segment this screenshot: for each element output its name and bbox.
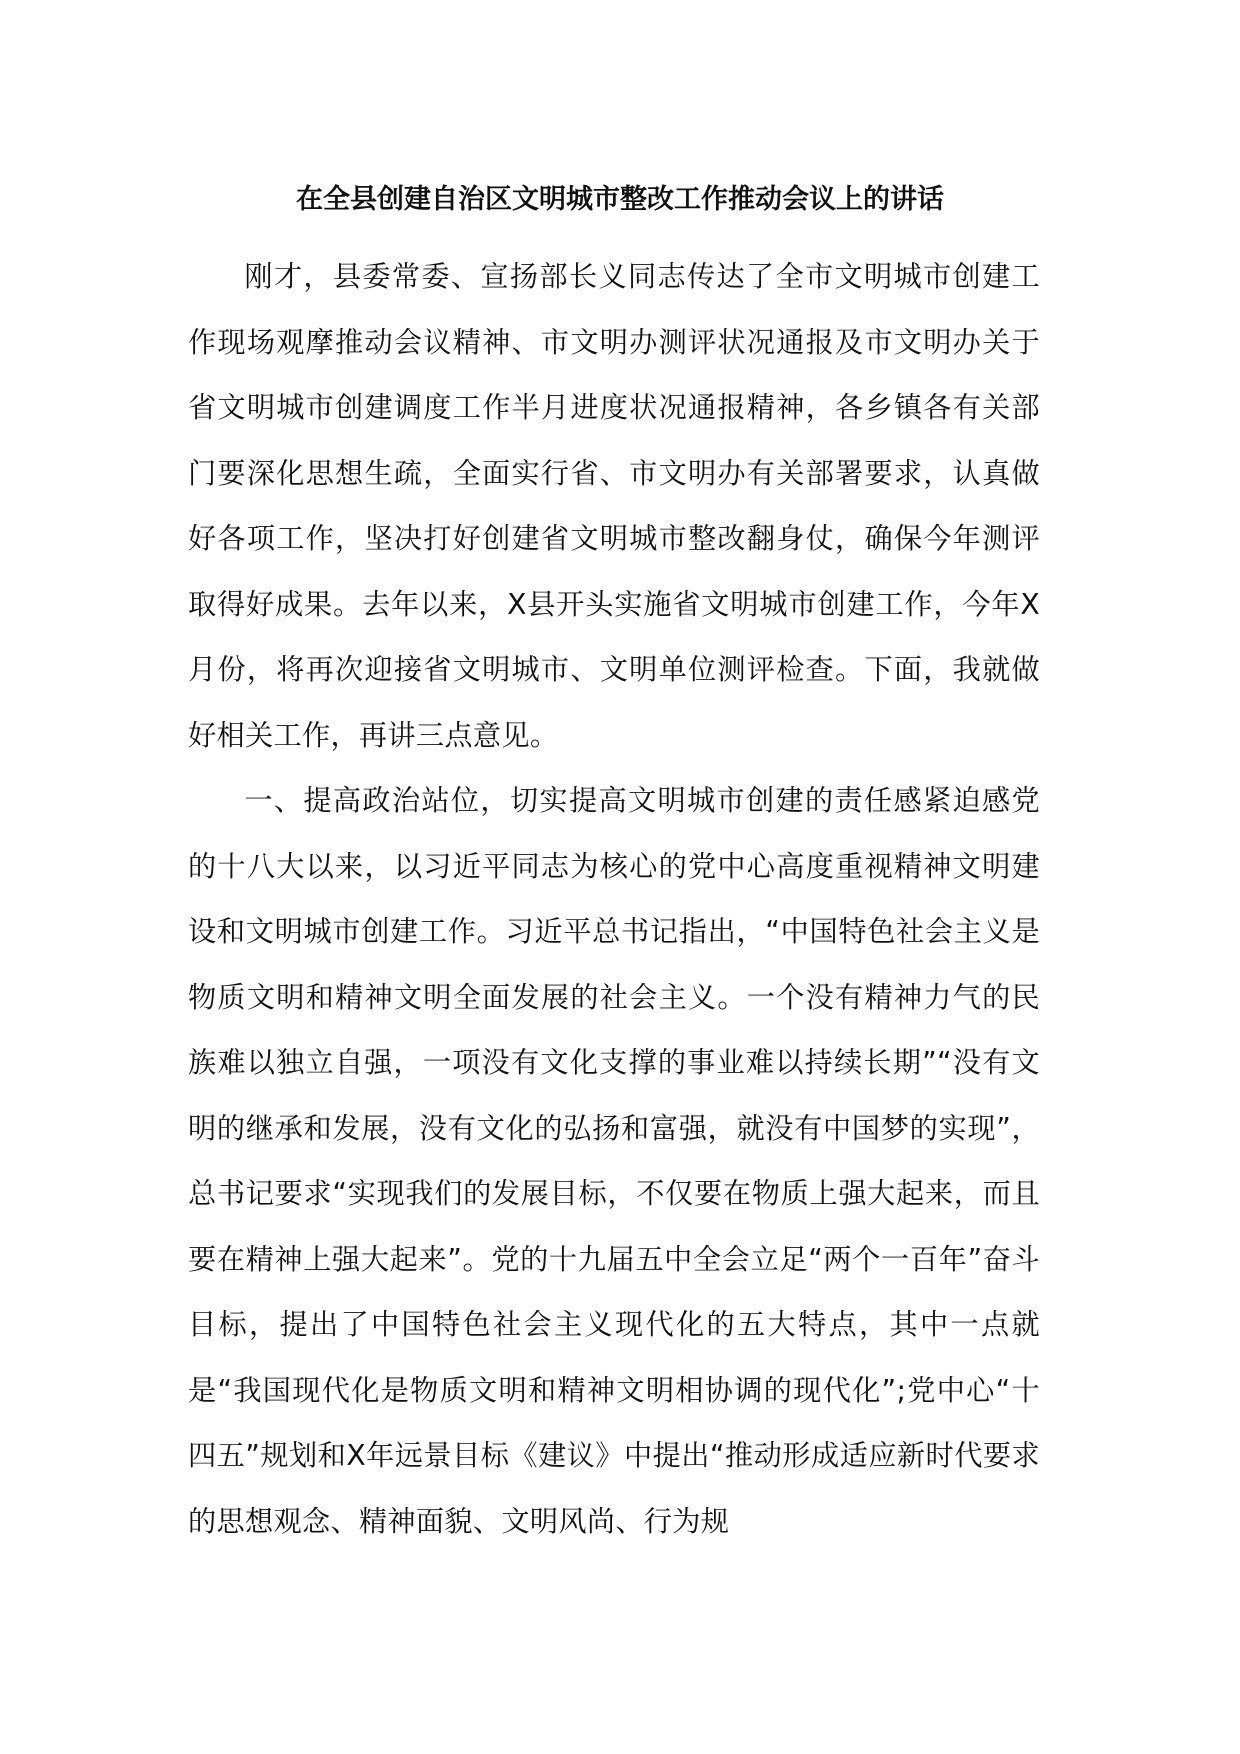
document-body [188,244,1040,1554]
document-title: 在全县创建自治区文明城市整改工作推动会议上的讲话 [296,184,944,215]
paragraph-1: 刚才，县委常委、宣扬部长义同志传达了全市文明城市创建工作现场观摩推动会议精神、市文明办测评状况通报及市文明办关于省文明城市创建调度工作半月进度状况通报精神，各乡镇各有关部门要深化思想生疏，全面实行省、市文明办有关部署要求，认真做好各项工作，坚决打好创建省文明城市整改翻身仗，确保今年测评取得好成果。去年以来，X县开头实施省文明城市创建工作，今年X月份，将再次迎接省文明城市、文明单位测评检查。下面，我就做好相关工作，再讲三点意见。 [188,260,1040,752]
paragraph-2: 一、提高政治站位，切实提高文明城市创建的责任感紧迫感党的十八大以来，以习近平同志为核心的党中心高度重视精神文明建设和文明城市创建工作。习近平总书记指出，“中国特色社会主义是物质文明和精神文明全面发展的社会主义。一个没有精神力气的民族难以独立自强，一项没有文化支撑的事业难以持续长期”“没有文明的继承和发展，没有文化的弘扬和富强，就没有中国梦的实现”，总书记要求“实现我们的发展目标，不仅要在物质上强大起来，而且要在精神上强大起来”。党的十九届五中全会立足“两个一百年”奋斗目标，提出了中国特色社会主义现代化的五大特点，其中一点就是“我国现代化是物质文明和精神文明相协调的现代化”;党中心“十四五”规划和X年远景目标《建议》中提出“推动形成适应新时代要求的思想观念、精神面貌、文明风尚、行为规 [188,784,1040,1538]
